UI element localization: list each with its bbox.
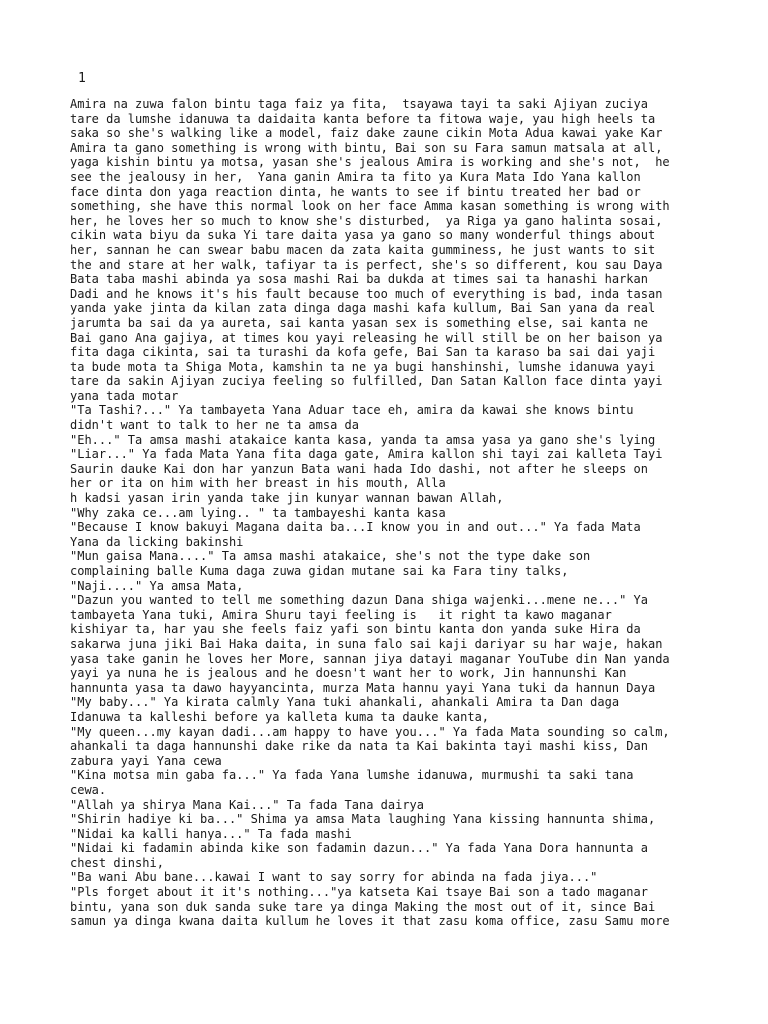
text-line: "Allah ya shirya Mana Kai..." Ta fada Tana dairya (70, 797, 425, 812)
text-line: "Naji...." Ya amsa Mata, (70, 578, 244, 593)
text-line: yana tada motar (70, 388, 179, 403)
text-line: samun ya dinga kwana daita kullum he loves it that zasu koma office, zasu Samu more (70, 914, 670, 929)
text-line: didn't want to talk to her ne ta amsa da (70, 418, 359, 433)
text-line: saka so she's walking like a model, faiz dake zaune cikin Mota Adua kawai yake Kar (70, 126, 663, 141)
text-line: tambayeta Yana tuki, Amira Shuru tayi feeling is it right ta kawo maganar (70, 607, 612, 622)
text-line: yanda yake jinta da kilan zata dinga daga mashi kafa kullum, Bai San yana da real (70, 301, 656, 316)
text-line: tare da sakin Ajiyan zuciya feeling so fulfilled, Dan Satan Kallon face dinta yayi (70, 374, 663, 389)
text-line: cikin wata biyu da suka Yi tare daita yasa ya gano so many wonderful things about (70, 228, 656, 243)
text-line: sakarwa juna jiki Bai Haka daita, in suna falo sai kaji dariyar su har waje, hakan (70, 636, 663, 651)
text-line: Bata taba mashi abinda ya sosa mashi Rai ba dukda at times sai ta hanashi harkan (70, 272, 648, 287)
text-line: "Nidai ka kalli hanya..." Ta fada mashi (70, 826, 352, 841)
text-line: kishiyar ta, har yau she feels faiz yafi son bintu kanta don yanda suke Hira da (70, 622, 641, 637)
text-line: face dinta don yaga reaction dinta, he wants to see if bintu treated her bad or (70, 184, 641, 199)
text-line: Amira ta gano something is wrong with bintu, Bai son su Fara samun matsala at all, (70, 140, 663, 155)
text-line: her or ita on him with her breast in his mouth, Alla (70, 476, 446, 491)
text-line: h kadsi yasan irin yanda take jin kunyar wannan bawan Allah, (70, 491, 504, 506)
text-line: zabura yayi Yana cewa (70, 753, 222, 768)
text-line: "Nidai ki fadamin abinda kike son fadamin dazun..." Ya fada Yana Dora hannunta a (70, 841, 648, 856)
text-line: "Kina motsa min gaba fa..." Ya fada Yana lumshe idanuwa, murmushi ta saki tana (70, 768, 634, 783)
text-line: hannunta yasa ta dawo hayyancinta, murza Mata hannu yayi Yana tuki da hannun Daya (70, 680, 656, 695)
text-line: cewa. (70, 782, 107, 797)
text-line: her, sannan he can swear babu macen da zata kaita gumminess, he just wants to sit (70, 242, 656, 257)
text-line: fita daga cikinta, sai ta turashi da kofa gefe, Bai San ta karaso ba sai dai yaji (70, 345, 656, 360)
text-line: her, he loves her so much to know she's disturbed, ya Riga ya gano halinta sosai, (70, 213, 663, 228)
text-line: "Dazun you wanted to tell me something dazun Dana shiga wajenki...mene ne..." Ya (70, 593, 648, 608)
text-line: "Liar..." Ya fada Mata Yana fita daga gate, Amira kallon shi tayi zai kalleta Tayi (70, 447, 663, 462)
story-body-text (70, 97, 760, 929)
text-line: "Eh..." Ta amsa mashi atakaice kanta kasa, yanda ta amsa yasa ya gano she's lying (70, 432, 656, 447)
text-line: "Ba wani Abu bane...kawai I want to say sorry for abinda na fada jiya..." (70, 870, 598, 885)
text-line: Saurin dauke Kai don har yanzun Bata wani hada Ido dashi, not after he sleeps on (70, 461, 648, 476)
text-line: "Ta Tashi?..." Ya tambayeta Yana Aduar tace eh, amira da kawai she knows bintu (70, 403, 634, 418)
text-line: Yana da licking bakinshi (70, 534, 244, 549)
text-line: jarumta ba sai da ya aureta, sai kanta yasan sex is something else, sai kanta ne (70, 315, 648, 330)
text-line: bintu, yana son duk sanda suke tare ya dinga Making the most out of it, since Bai (70, 899, 656, 914)
text-line: see the jealousy in her, Yana ganin Amira ta fito ya Kura Mata Ido Yana kallon (70, 169, 641, 184)
text-line: "Because I know bakuyi Magana daita ba...I know you in and out..." Ya fada Mata (70, 520, 641, 535)
text-line: tare da lumshe idanuwa ta daidaita kanta before ta fitowa waje, yau high heels ta (70, 111, 656, 126)
text-line: "Shirin hadiye ki ba..." Shima ya amsa Mata laughing Yana kissing hannunta shima, (70, 812, 656, 827)
text-line: ta bude mota ta Shiga Mota, kamshin ta ne ya bugi hanshinshi, lumshe idanuwa yayi (70, 359, 656, 374)
page-number: 1 (78, 71, 86, 86)
text-line: Dadi and he knows it's his fault because too much of everything is bad, inda tasan (70, 286, 663, 301)
text-line: Idanuwa ta kalleshi before ya kalleta kuma ta dauke kanta, (70, 709, 490, 724)
text-line: the and stare at her walk, tafiyar ta is perfect, she's so different, kou sau Daya (70, 257, 663, 272)
text-line: something, she have this normal look on her face Amma kasan something is wrong with (70, 199, 670, 214)
text-line: "Pls forget about it it's nothing..."ya katseta Kai tsaye Bai son a tado maganar (70, 885, 648, 900)
text-line: Bai gano Ana gajiya, at times kou yayi releasing he will still be on her baison ya (70, 330, 663, 345)
text-line: "Mun gaisa Mana...." Ta amsa mashi atakaice, she's not the type dake son (70, 549, 591, 564)
text-line: "My queen...my kayan dadi...am happy to have you..." Ya fada Mata sounding so calm, (70, 724, 670, 739)
text-line: chest dinshi, (70, 855, 164, 870)
text-line: yayi ya nuna he is jealous and he doesn't want her to work, Jin hannunshi Kan (70, 666, 627, 681)
text-line: ahankali ta daga hannunshi dake rike da nata ta Kai bakinta tayi mashi kiss, Dan (70, 739, 648, 754)
text-line: yaga kishin bintu ya motsa, yasan she's jealous Amira is working and she's not, he (70, 155, 670, 170)
text-line: "Why zaka ce...am lying.. " ta tambayeshi kanta kasa (70, 505, 446, 520)
text-line: complaining balle Kuma daga zuwa gidan mutane sai ka Fara tiny talks, (70, 564, 569, 578)
text-line: Amira na zuwa falon bintu taga faiz ya fita, tsayawa tayi ta saki Ajiyan zuciya (70, 97, 648, 111)
text-line: yasa take ganin he loves her More, sannan jiya datayi maganar YouTube din Nan yanda (70, 651, 670, 666)
text-line: "My baby..." Ya kirata calmly Yana tuki ahankali, ahankali Amira ta Dan daga (70, 695, 620, 710)
